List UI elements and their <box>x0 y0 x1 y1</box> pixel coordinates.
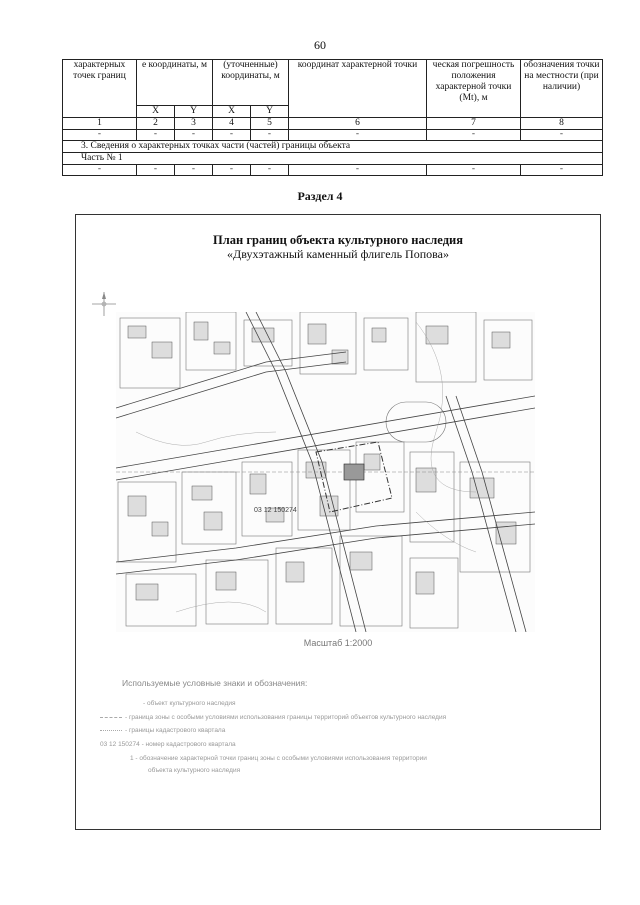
table-cell: - <box>63 165 137 176</box>
plan-subtitle: «Двухэтажный каменный флигель Попова» <box>227 247 449 261</box>
subheader-x: X <box>213 106 251 118</box>
table-row <box>63 130 603 141</box>
subheader-y: Y <box>175 106 213 118</box>
header-method: координат характерной точки <box>289 60 427 118</box>
column-number-row <box>63 118 603 130</box>
table-cell: - <box>175 165 213 176</box>
legend-item: 03 12 150274 - номер кадастрового квартала <box>100 741 236 748</box>
header-refined-coords: (уточненные) координаты, м <box>213 60 289 106</box>
zone-boundary-symbol-icon <box>100 717 122 718</box>
table-cell: - <box>521 130 603 141</box>
legend-item: 1 - обозначение характерной точки границ зоны с особыми условиями использования территории <box>130 755 427 762</box>
table-cell: 5 <box>251 118 289 130</box>
section3-row: 3. Сведения о характерных точках части (частей) границы объекта <box>63 141 603 153</box>
table-cell: - <box>137 130 175 141</box>
table-cell: - <box>289 165 427 176</box>
coordinates-table <box>62 59 603 176</box>
table-cell: - <box>427 130 521 141</box>
subheader-y: Y <box>251 106 289 118</box>
cadastral-map <box>116 312 535 632</box>
table-cell: - <box>63 130 137 141</box>
table-cell: 8 <box>521 118 603 130</box>
table-cell: 7 <box>427 118 521 130</box>
table-cell: - <box>251 165 289 176</box>
table-cell: 3 <box>175 118 213 130</box>
table-cell: 6 <box>289 118 427 130</box>
header-marking: обозначения точки на местности (при наличии) <box>521 60 603 118</box>
page-number: 60 <box>314 38 326 52</box>
table-cell: - <box>521 165 603 176</box>
table-cell: - <box>213 130 251 141</box>
legend-item: - объект культурного наследия <box>143 700 236 707</box>
legend-item: - граница зоны с особыми условиями использования границы территорий объектов культурного наследия <box>100 714 446 721</box>
table-cell: 4 <box>213 118 251 130</box>
header-error: ческая погрешность положения характерной точки (Mt), м <box>427 60 521 118</box>
legend-item: - границы кадастрового квартала <box>100 727 225 734</box>
table-cell: - <box>175 130 213 141</box>
header-existing-coords: е координаты, м <box>137 60 213 106</box>
cadastral-label: 03 12 150274 <box>254 507 297 514</box>
quarter-boundary-symbol-icon <box>100 730 122 731</box>
legend-item: объекта культурного наследия <box>148 767 241 774</box>
subheader-x: X <box>137 106 175 118</box>
table-cell: 2 <box>137 118 175 130</box>
table-cell: - <box>427 165 521 176</box>
table-cell: - <box>213 165 251 176</box>
legend-title: Используемые условные знаки и обозначения: <box>122 678 308 688</box>
table-cell: 1 <box>63 118 137 130</box>
table-cell: - <box>289 130 427 141</box>
table-cell: - <box>251 130 289 141</box>
plan-title: План границ объекта культурного наследия <box>213 233 463 247</box>
section-title: Раздел 4 <box>297 189 343 203</box>
table-row <box>63 165 603 176</box>
header-points: характерных точек границ <box>63 60 137 118</box>
part1-row: Часть № 1 <box>63 153 603 165</box>
north-arrow-icon <box>89 290 119 318</box>
map-scale: Масштаб 1:2000 <box>303 638 373 648</box>
table-cell: - <box>137 165 175 176</box>
